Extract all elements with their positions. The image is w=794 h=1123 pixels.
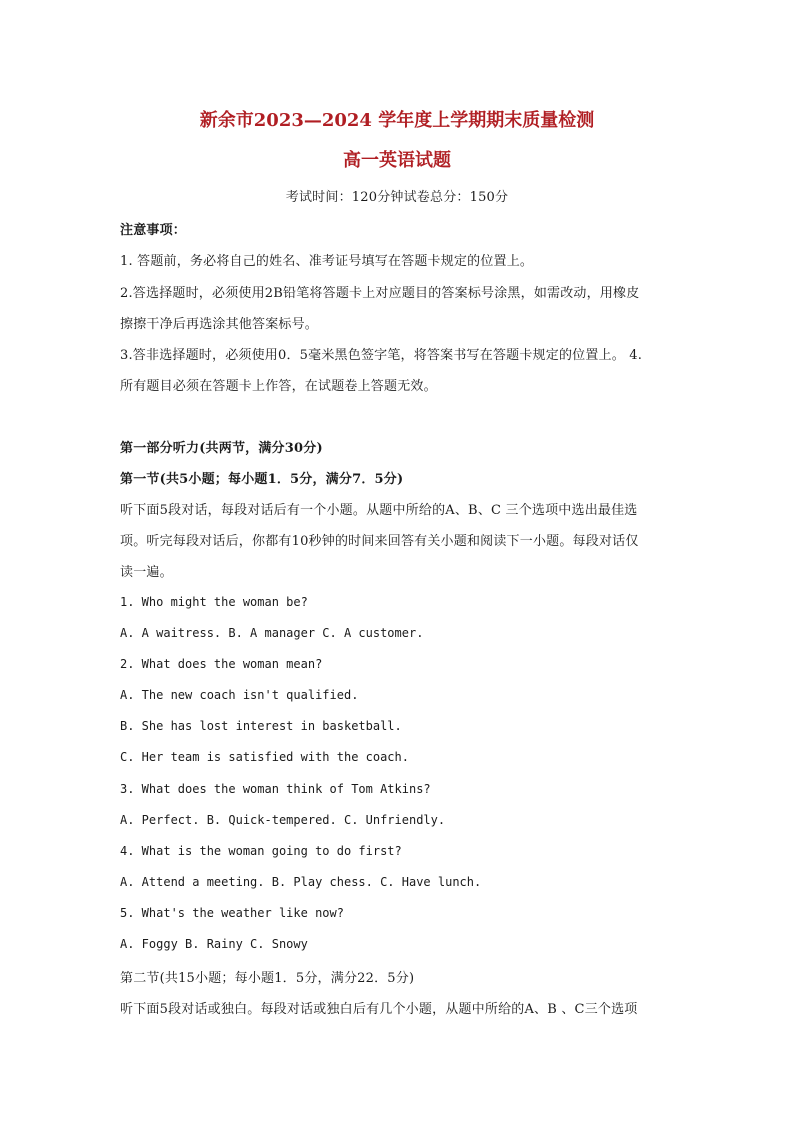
notes-line: 所有题目必须在答题卡上作答，在试题卷上答题无效。 xyxy=(120,379,437,394)
question-text: 2. What does the woman mean? xyxy=(120,657,323,671)
notes-line: 2.答选择题时，必须使用2B铅笔将答题卡上对应题目的答案标号涂黑，如需改动，用橡皮 xyxy=(120,286,640,301)
answer-option: C. Her team is satisfied with the coach. xyxy=(120,750,409,764)
answer-options: A. Attend a meeting. B. Play chess. C. Have lunch. xyxy=(120,875,482,889)
answer-option: A. The new coach isn't qualified. xyxy=(120,688,359,702)
notes-heading: 注意事项： xyxy=(120,223,187,238)
part1-heading: 第一部分听力(共两节，满分30分) xyxy=(120,441,323,456)
answer-options: A. Perfect. B. Quick-tempered. C. Unfriendly. xyxy=(120,813,446,827)
page-subtitle: 高一英语试题 xyxy=(343,150,451,171)
question-text: 4. What is the woman going to do first? xyxy=(120,844,402,858)
question-text: 5. What's the weather like now? xyxy=(120,906,344,920)
answer-option: B. She has lost interest in basketball. xyxy=(120,719,402,733)
section2-instruction: 听下面5段对话或独白。每段对话或独白后有几个小题，从题中所给的A、B 、C三个选项 xyxy=(120,1002,638,1017)
section2-heading: 第二节(共15小题；每小题1．5分，满分22．5分) xyxy=(120,971,415,986)
question-text: 3. What does the woman think of Tom Atkins? xyxy=(120,782,431,796)
exam-meta: 考试时间：120分钟试卷总分：150分 xyxy=(285,190,509,205)
notes-line: 1. 答题前，务必将自己的姓名、准考证号填写在答题卡规定的位置上。 xyxy=(120,254,534,269)
notes-line: 擦擦干净后再选涂其他答案标号。 xyxy=(120,317,319,332)
notes-line: 3.答非选择题时，必须使用0．5毫米黑色签字笔，将答案书写在答题卡规定的位置上。 4. xyxy=(120,348,643,363)
answer-options: A. A waitress. B. A manager C. A customer. xyxy=(120,626,424,640)
instruction-line: 项。听完每段对话后，你都有10秒钟的时间来回答有关小题和阅读下一小题。每段对话仅 xyxy=(120,534,639,549)
page-title: 新余市2023—2024 学年度上学期期末质量检测 xyxy=(199,110,595,131)
section1-heading: 第一节(共5小题；每小题1．5分，满分7．5分) xyxy=(120,472,404,487)
instruction-line: 听下面5段对话，每段对话后有一个小题。从题中所给的A、B、C 三个选项中选出最佳选 xyxy=(120,503,638,518)
instruction-line: 读一遍。 xyxy=(120,565,173,580)
answer-options: A. Foggy B. Rainy C. Snowy xyxy=(120,937,308,951)
question-text: 1. Who might the woman be? xyxy=(120,595,308,609)
